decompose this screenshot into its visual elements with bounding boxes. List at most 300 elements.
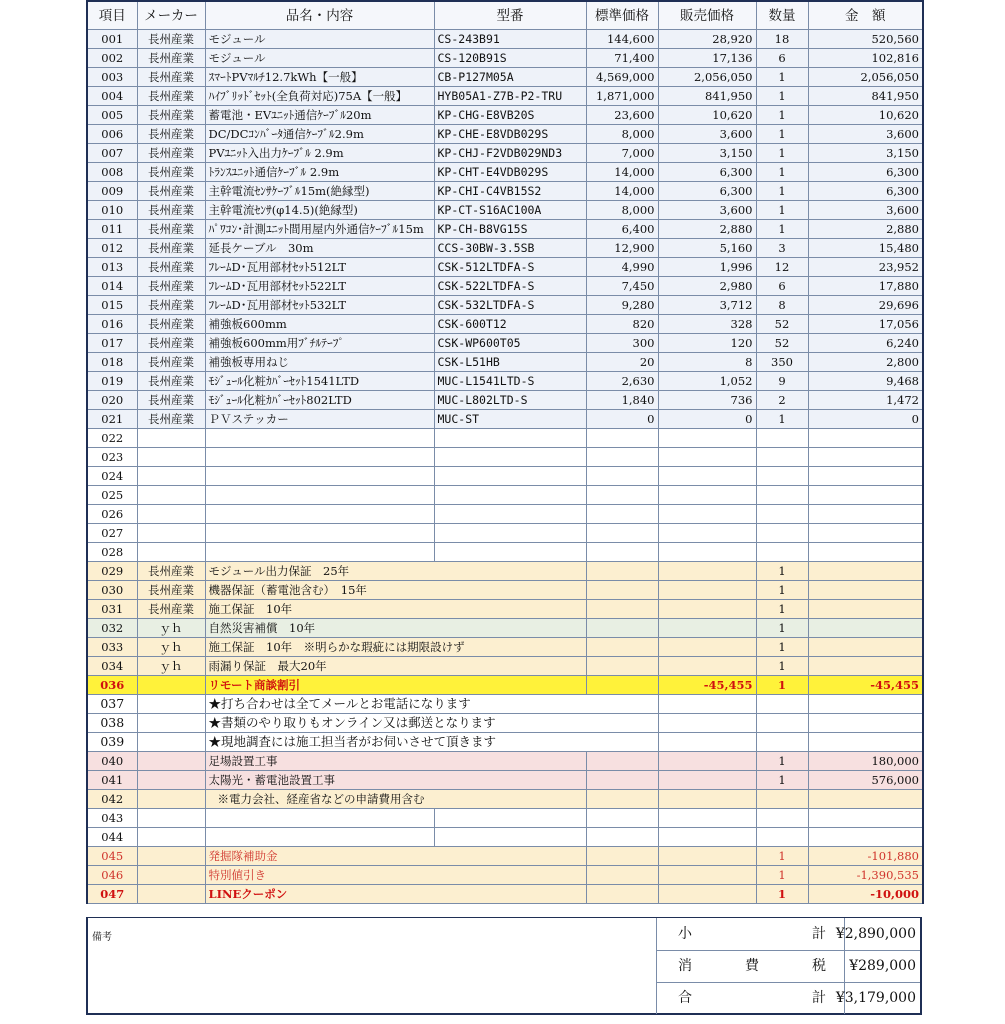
empty-cell xyxy=(658,429,756,448)
empty-cell xyxy=(808,524,923,543)
maker-cell: 長州産業 xyxy=(137,182,205,201)
maker-cell: ｙｈ xyxy=(137,619,205,638)
table-row xyxy=(87,87,923,106)
product-name-cell: ﾓｼﾞｭｰﾙ化粧ｶﾊﾞｰｾｯﾄ1541LTD xyxy=(205,372,434,391)
note-row xyxy=(87,733,923,752)
table-row xyxy=(87,125,923,144)
empty-cell xyxy=(205,505,434,524)
header-item-no: 項目 xyxy=(87,1,137,30)
empty-cell xyxy=(586,771,658,790)
subsidy-row xyxy=(87,847,923,866)
table-row xyxy=(87,182,923,201)
product-name-cell: 補強板600mm用ﾌﾞﾁﾙﾃｰﾌﾟ xyxy=(205,334,434,353)
quantity-cell: 1 xyxy=(756,676,808,695)
amount-cell: 2,056,050 xyxy=(808,68,923,87)
item-no: 021 xyxy=(87,410,137,429)
model-number-cell: CSK-512LTDFA-S xyxy=(434,258,586,277)
item-no: 006 xyxy=(87,125,137,144)
empty-cell xyxy=(137,771,205,790)
empty-cell xyxy=(205,524,434,543)
model-number-cell: KP-CHT-E4VDB029S xyxy=(434,163,586,182)
quantity-cell: 1 xyxy=(756,638,808,657)
empty-cell xyxy=(658,486,756,505)
warranty-row xyxy=(87,562,923,581)
empty-cell xyxy=(586,429,658,448)
amount-cell: 0 xyxy=(808,410,923,429)
maker-cell: 長州産業 xyxy=(137,106,205,125)
header-sale-price: 販売価格 xyxy=(658,1,756,30)
empty-cell xyxy=(137,695,205,714)
empty-cell xyxy=(658,581,756,600)
item-no: 043 xyxy=(87,809,137,828)
item-no: 004 xyxy=(87,87,137,106)
list-price-cell: 12,900 xyxy=(586,239,658,258)
empty-cell xyxy=(658,657,756,676)
model-number-cell: KP-CHJ-F2VDB029ND3 xyxy=(434,144,586,163)
empty-cell xyxy=(808,695,923,714)
quantity-cell: 1 xyxy=(756,581,808,600)
empty-cell xyxy=(658,828,756,847)
item-no: 036 xyxy=(87,676,137,695)
quantity-cell: 6 xyxy=(756,49,808,68)
model-number-cell: CSK-600T12 xyxy=(434,315,586,334)
empty-cell xyxy=(586,638,658,657)
model-number-cell: HYB05A1-Z7B-P2-TRU xyxy=(434,87,586,106)
quantity-cell: 1 xyxy=(756,752,808,771)
tax-label-char: 税 xyxy=(812,958,826,974)
discount-name-cell: リモート商談割引 xyxy=(205,676,586,695)
empty-cell xyxy=(205,486,434,505)
empty-cell xyxy=(808,809,923,828)
sale-price-cell: 120 xyxy=(658,334,756,353)
item-no: 019 xyxy=(87,372,137,391)
empty-cell xyxy=(658,448,756,467)
list-price-cell: 71,400 xyxy=(586,49,658,68)
amount-cell: -10,000 xyxy=(808,885,923,904)
model-number-cell: MUC-L1541LTD-S xyxy=(434,372,586,391)
maker-cell: 長州産業 xyxy=(137,30,205,49)
warranty-row xyxy=(87,638,923,657)
quantity-cell: 1 xyxy=(756,562,808,581)
empty-cell xyxy=(586,676,658,695)
model-number-cell: KP-CH-B8VG15S xyxy=(434,220,586,239)
empty-cell xyxy=(756,543,808,562)
empty-cell xyxy=(586,885,658,904)
product-name-cell: 蓄電池・EVﾕﾆｯﾄ通信ｹｰﾌﾞﾙ20m xyxy=(205,106,434,125)
product-name-cell: 主幹電流ｾﾝｻｹｰﾌﾞﾙ15m(絶縁型) xyxy=(205,182,434,201)
item-no: 040 xyxy=(87,752,137,771)
model-number-cell: CSK-532LTDFA-S xyxy=(434,296,586,315)
model-number-cell: CS-243B91 xyxy=(434,30,586,49)
empty-cell xyxy=(586,467,658,486)
table-row xyxy=(87,353,923,372)
empty-cell xyxy=(586,486,658,505)
empty-cell xyxy=(586,657,658,676)
item-no: 003 xyxy=(87,68,137,87)
discount-row xyxy=(87,676,923,695)
list-price-cell: 0 xyxy=(586,410,658,429)
product-name-cell: 補強板600mm xyxy=(205,315,434,334)
empty-cell xyxy=(205,543,434,562)
sale-price-cell: 6,300 xyxy=(658,182,756,201)
empty-cell xyxy=(808,581,923,600)
empty-cell xyxy=(756,733,808,752)
empty-cell xyxy=(808,733,923,752)
quantity-cell: 52 xyxy=(756,334,808,353)
subsidy-row xyxy=(87,866,923,885)
quantity-cell: 1 xyxy=(756,106,808,125)
empty-cell xyxy=(658,524,756,543)
quantity-cell: 1 xyxy=(756,847,808,866)
amount-cell: 6,240 xyxy=(808,334,923,353)
model-number-cell: CCS-30BW-3.5SB xyxy=(434,239,586,258)
empty-cell xyxy=(658,600,756,619)
empty-cell xyxy=(586,448,658,467)
warranty-row xyxy=(87,581,923,600)
empty-cell xyxy=(808,562,923,581)
quantity-cell: 2 xyxy=(756,391,808,410)
maker-cell: 長州産業 xyxy=(137,239,205,258)
table-row xyxy=(87,391,923,410)
empty-cell xyxy=(586,543,658,562)
amount-cell: -101,880 xyxy=(808,847,923,866)
empty-cell xyxy=(658,619,756,638)
sale-price-cell: 328 xyxy=(658,315,756,334)
empty-cell xyxy=(205,429,434,448)
empty-cell xyxy=(658,847,756,866)
item-no: 041 xyxy=(87,771,137,790)
table-row xyxy=(87,106,923,125)
total-label-char: 計 xyxy=(812,990,826,1006)
warranty-row xyxy=(87,600,923,619)
empty-cell xyxy=(137,885,205,904)
sale-price-cell: 1,052 xyxy=(658,372,756,391)
item-no: 009 xyxy=(87,182,137,201)
item-no: 011 xyxy=(87,220,137,239)
empty-cell xyxy=(137,448,205,467)
maker-cell: 長州産業 xyxy=(137,87,205,106)
item-no: 027 xyxy=(87,524,137,543)
maker-cell: 長州産業 xyxy=(137,391,205,410)
maker-cell: 長州産業 xyxy=(137,68,205,87)
list-price-cell: 1,871,000 xyxy=(586,87,658,106)
empty-cell xyxy=(434,543,586,562)
empty-cell xyxy=(658,752,756,771)
sale-price-cell: 736 xyxy=(658,391,756,410)
empty-cell xyxy=(808,448,923,467)
subtotal-row xyxy=(656,918,920,951)
empty-cell xyxy=(586,562,658,581)
list-price-cell: 4,990 xyxy=(586,258,658,277)
model-number-cell: MUC-ST xyxy=(434,410,586,429)
work-name-cell: 太陽光・蓄電池設置工事 xyxy=(205,771,586,790)
empty-cell xyxy=(586,752,658,771)
work-row xyxy=(87,752,923,771)
empty-cell xyxy=(137,505,205,524)
empty-cell xyxy=(658,505,756,524)
table-row xyxy=(87,239,923,258)
empty-cell xyxy=(137,486,205,505)
item-no: 046 xyxy=(87,866,137,885)
item-no: 023 xyxy=(87,448,137,467)
sale-price-cell: 0 xyxy=(658,410,756,429)
product-name-cell: ﾌﾚｰﾑD･瓦用部材ｾｯﾄ512LT xyxy=(205,258,434,277)
item-no: 012 xyxy=(87,239,137,258)
empty-cell xyxy=(205,467,434,486)
amount-cell: 2,800 xyxy=(808,353,923,372)
note-text-cell: ★打ち合わせは全てメールとお電話になります xyxy=(205,695,658,714)
amount-cell: 102,816 xyxy=(808,49,923,68)
maker-cell: 長州産業 xyxy=(137,258,205,277)
empty-cell xyxy=(586,581,658,600)
maker-cell: 長州産業 xyxy=(137,144,205,163)
header-list-price: 標準価格 xyxy=(586,1,658,30)
estimate-table xyxy=(86,0,924,904)
work-note-row xyxy=(87,790,923,809)
product-name-cell: モジュール xyxy=(205,30,434,49)
quantity-cell: 1 xyxy=(756,87,808,106)
sale-price-cell: 1,996 xyxy=(658,258,756,277)
empty-cell xyxy=(586,847,658,866)
empty-cell xyxy=(434,505,586,524)
warranty-row xyxy=(87,619,923,638)
blank-row xyxy=(87,828,923,847)
item-no: 005 xyxy=(87,106,137,125)
quantity-cell: 1 xyxy=(756,220,808,239)
list-price-cell: 2,630 xyxy=(586,372,658,391)
item-no: 026 xyxy=(87,505,137,524)
product-name-cell: ﾊｲﾌﾞﾘｯﾄﾞｾｯﾄ(全負荷対応)75A【一般】 xyxy=(205,87,434,106)
amount-cell: 15,480 xyxy=(808,239,923,258)
empty-cell xyxy=(808,790,923,809)
sale-price-cell: 8 xyxy=(658,353,756,372)
amount-cell: 2,880 xyxy=(808,220,923,239)
tax-row xyxy=(656,950,920,983)
maker-cell: 長州産業 xyxy=(137,353,205,372)
empty-cell xyxy=(756,448,808,467)
product-name-cell: ｽﾏｰﾄPVﾏﾙﾁ12.7kWh【一般】 xyxy=(205,68,434,87)
maker-cell: 長州産業 xyxy=(137,334,205,353)
total-row xyxy=(656,982,920,1014)
empty-cell xyxy=(205,809,434,828)
empty-cell xyxy=(137,866,205,885)
totals-footer xyxy=(86,917,922,1015)
empty-cell xyxy=(756,467,808,486)
sale-price-cell: 3,600 xyxy=(658,201,756,220)
list-price-cell: 14,000 xyxy=(586,163,658,182)
item-no: 013 xyxy=(87,258,137,277)
empty-cell xyxy=(808,638,923,657)
product-name-cell: モジュール xyxy=(205,49,434,68)
table-row xyxy=(87,201,923,220)
sale-price-cell: 5,160 xyxy=(658,239,756,258)
warranty-name-cell: 雨漏り保証 最大20年 xyxy=(205,657,586,676)
sale-price-cell: 2,880 xyxy=(658,220,756,239)
item-no: 017 xyxy=(87,334,137,353)
empty-cell xyxy=(137,733,205,752)
empty-cell xyxy=(808,429,923,448)
sale-price-cell: 3,712 xyxy=(658,296,756,315)
empty-cell xyxy=(137,752,205,771)
tax-label-char: 費 xyxy=(745,958,759,974)
empty-cell xyxy=(205,448,434,467)
maker-cell: 長州産業 xyxy=(137,315,205,334)
model-number-cell: MUC-L802LTD-S xyxy=(434,391,586,410)
empty-cell xyxy=(808,619,923,638)
sale-price-cell: 841,950 xyxy=(658,87,756,106)
empty-cell xyxy=(586,524,658,543)
table-row xyxy=(87,49,923,68)
table-row xyxy=(87,334,923,353)
empty-cell xyxy=(137,524,205,543)
empty-cell xyxy=(137,790,205,809)
maker-cell: 長州産業 xyxy=(137,296,205,315)
table-row xyxy=(87,144,923,163)
list-price-cell: 14,000 xyxy=(586,182,658,201)
product-name-cell: DC/DCｺﾝﾊﾞｰﾀ通信ｹｰﾌﾞﾙ2.9m xyxy=(205,125,434,144)
item-no: 002 xyxy=(87,49,137,68)
list-price-cell: 7,000 xyxy=(586,144,658,163)
empty-cell xyxy=(808,467,923,486)
quantity-cell: 1 xyxy=(756,68,808,87)
item-no: 038 xyxy=(87,714,137,733)
model-number-cell: KP-CT-S16AC100A xyxy=(434,201,586,220)
list-price-cell: 8,000 xyxy=(586,201,658,220)
empty-cell xyxy=(808,657,923,676)
quantity-cell: 1 xyxy=(756,600,808,619)
item-no: 018 xyxy=(87,353,137,372)
empty-cell xyxy=(137,714,205,733)
totals-box xyxy=(656,918,920,1014)
item-no: 014 xyxy=(87,277,137,296)
item-no: 032 xyxy=(87,619,137,638)
blank-row xyxy=(87,448,923,467)
amount-cell: 520,560 xyxy=(808,30,923,49)
amount-cell: 3,600 xyxy=(808,125,923,144)
maker-cell: 長州産業 xyxy=(137,372,205,391)
sale-price-cell: 6,300 xyxy=(658,163,756,182)
quantity-cell: 350 xyxy=(756,353,808,372)
quantity-cell: 1 xyxy=(756,201,808,220)
empty-cell xyxy=(586,866,658,885)
subsidy-name-cell: LINEクーポン xyxy=(205,885,586,904)
table-row xyxy=(87,410,923,429)
subtotal-label-char: 計 xyxy=(812,926,826,942)
amount-cell: 6,300 xyxy=(808,163,923,182)
empty-cell xyxy=(658,885,756,904)
quantity-cell: 3 xyxy=(756,239,808,258)
item-no: 044 xyxy=(87,828,137,847)
empty-cell xyxy=(658,866,756,885)
subtotal-value: ¥2,890,000 xyxy=(835,926,916,942)
empty-cell xyxy=(658,695,756,714)
work-note-cell: ※電力会社、経産省などの申請費用含む xyxy=(205,790,586,809)
item-no: 030 xyxy=(87,581,137,600)
blank-row xyxy=(87,524,923,543)
maker-cell: 長州産業 xyxy=(137,277,205,296)
quantity-cell: 12 xyxy=(756,258,808,277)
table-row xyxy=(87,296,923,315)
empty-cell xyxy=(137,809,205,828)
empty-cell xyxy=(808,505,923,524)
remarks-label: 備考 xyxy=(92,932,112,943)
table-row xyxy=(87,220,923,239)
warranty-name-cell: 施工保証 10年 ※明らかな瑕疵には期限設けず xyxy=(205,638,586,657)
warranty-name-cell: 施工保証 10年 xyxy=(205,600,586,619)
table-row xyxy=(87,30,923,49)
maker-cell: 長州産業 xyxy=(137,581,205,600)
sale-price-cell: 17,136 xyxy=(658,49,756,68)
empty-cell xyxy=(434,809,586,828)
model-number-cell: CSK-L51HB xyxy=(434,353,586,372)
empty-cell xyxy=(658,809,756,828)
quantity-cell: 8 xyxy=(756,296,808,315)
blank-row xyxy=(87,505,923,524)
total-label-char: 合 xyxy=(678,990,692,1006)
blank-row xyxy=(87,809,923,828)
note-text-cell: ★現地調査には施工担当者がお伺いさせて頂きます xyxy=(205,733,658,752)
empty-cell xyxy=(658,733,756,752)
empty-cell xyxy=(205,828,434,847)
empty-cell xyxy=(137,429,205,448)
list-price-cell: 820 xyxy=(586,315,658,334)
empty-cell xyxy=(586,619,658,638)
item-no: 037 xyxy=(87,695,137,714)
header-model-number: 型番 xyxy=(434,1,586,30)
empty-cell xyxy=(658,714,756,733)
subsidy-name-cell: 発掘隊補助金 xyxy=(205,847,586,866)
work-row xyxy=(87,771,923,790)
model-number-cell: KP-CHG-E8VB20S xyxy=(434,106,586,125)
tax-value: ¥289,000 xyxy=(849,958,916,974)
quantity-cell: 52 xyxy=(756,315,808,334)
item-no: 034 xyxy=(87,657,137,676)
blank-row xyxy=(87,467,923,486)
maker-cell: 長州産業 xyxy=(137,49,205,68)
empty-cell xyxy=(434,467,586,486)
list-price-cell: 144,600 xyxy=(586,30,658,49)
maker-cell: 長州産業 xyxy=(137,201,205,220)
item-no: 020 xyxy=(87,391,137,410)
quantity-cell: 1 xyxy=(756,144,808,163)
empty-cell xyxy=(658,638,756,657)
estimate-body xyxy=(87,30,923,904)
amount-cell: 841,950 xyxy=(808,87,923,106)
product-name-cell: ﾊﾟﾜｺﾝ･計測ﾕﾆｯﾄ間用屋内外通信ｹｰﾌﾞﾙ15m xyxy=(205,220,434,239)
item-no: 025 xyxy=(87,486,137,505)
item-no: 029 xyxy=(87,562,137,581)
quantity-cell: 18 xyxy=(756,30,808,49)
amount-cell: 23,952 xyxy=(808,258,923,277)
list-price-cell: 6,400 xyxy=(586,220,658,239)
warranty-name-cell: 自然災害補償 10年 xyxy=(205,619,586,638)
sale-price-cell: 10,620 xyxy=(658,106,756,125)
table-row xyxy=(87,277,923,296)
list-price-cell: 23,600 xyxy=(586,106,658,125)
item-no: 047 xyxy=(87,885,137,904)
sale-price-cell: 2,056,050 xyxy=(658,68,756,87)
maker-cell: 長州産業 xyxy=(137,220,205,239)
product-name-cell: 補強板専用ねじ xyxy=(205,353,434,372)
empty-cell xyxy=(586,600,658,619)
blank-row xyxy=(87,543,923,562)
amount-cell: 1,472 xyxy=(808,391,923,410)
empty-cell xyxy=(658,562,756,581)
empty-cell xyxy=(586,790,658,809)
empty-cell xyxy=(586,505,658,524)
product-name-cell: 延長ケーブル 30m xyxy=(205,239,434,258)
table-row xyxy=(87,372,923,391)
